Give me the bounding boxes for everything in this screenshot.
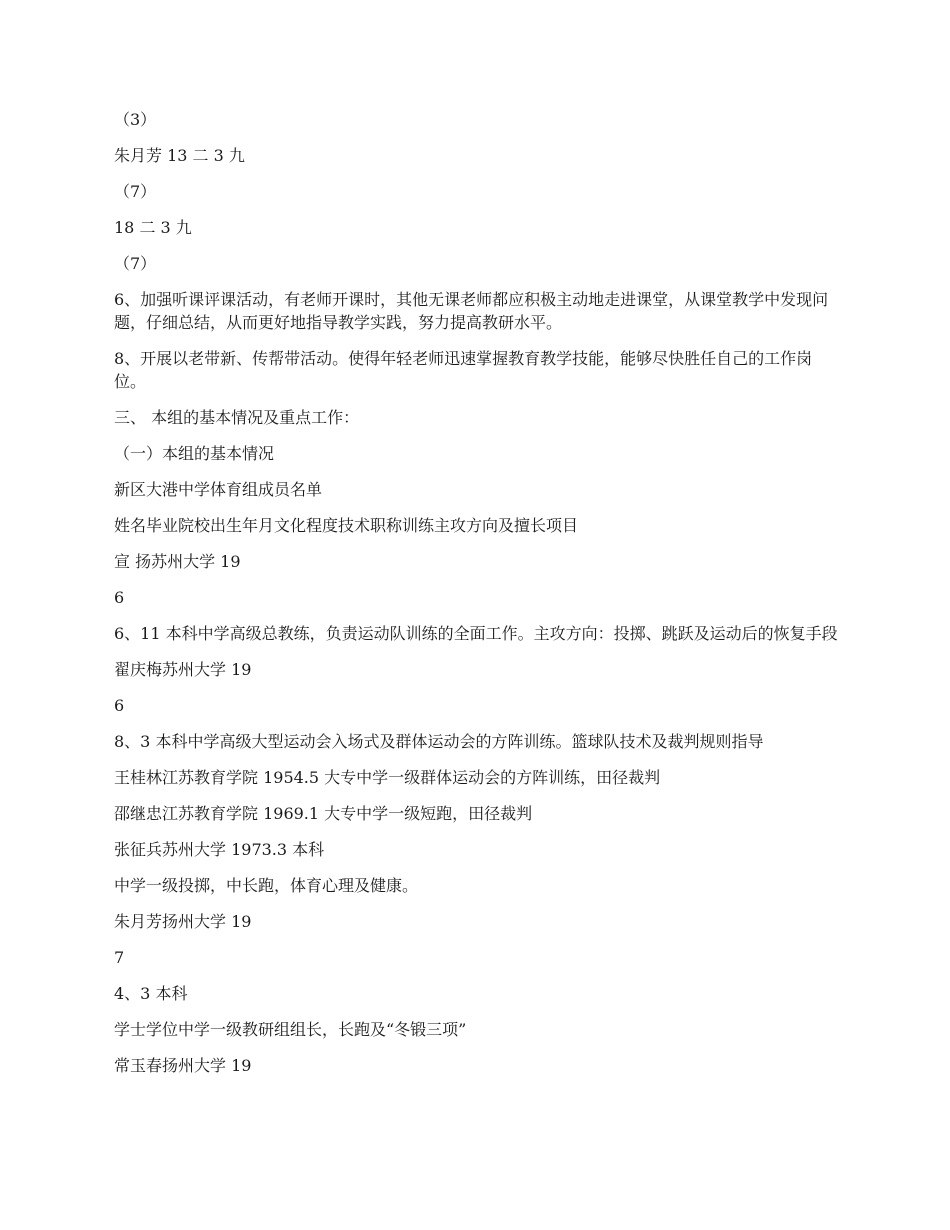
paragraph-5: （7）	[114, 254, 157, 273]
paragraph-20: 张征兵苏州大学 1973.3 本科	[114, 840, 325, 859]
section-heading: 三、 本组的基本情况及重点工作：	[114, 408, 360, 427]
paragraph-2: 朱月芳 13 二 3 九	[114, 146, 245, 165]
paragraph-6: 6、加强听课评课活动，有老师开课时，其他无课老师都应积极主动地走进课堂，从课堂教学中发现问题，仔细总结，从而更好地指导教学实践，努力提高教研水平。	[114, 290, 829, 332]
paragraph-13: 6	[114, 588, 125, 607]
roster-header: 姓名毕业院校出生年月文化程度技术职称训练主攻方向及擅长项目	[114, 516, 579, 535]
paragraph-24: 4、3 本科	[114, 984, 188, 1003]
paragraph-14: 6、11 本科中学高级总教练，负责运动队训练的全面工作。主攻方向：投掷、跳跃及运动后的恢复手段	[114, 624, 838, 643]
paragraph-26: 常玉春扬州大学 19	[114, 1056, 252, 1075]
paragraph-12: 宣 扬苏州大学 19	[114, 552, 241, 571]
paragraph-19: 邵继忠江苏教育学院 1969.1 大专中学一级短跑，田径裁判	[114, 804, 533, 823]
paragraph-22: 朱月芳扬州大学 19	[114, 912, 252, 931]
paragraph-15: 翟庆梅苏州大学 19	[114, 660, 252, 679]
paragraph-7: 8、开展以老带新、传帮带活动。使得年轻老师迅速掌握教育教学技能，能够尽快胜任自己的工作岗位。	[114, 349, 813, 391]
paragraph-23: 7	[114, 948, 125, 967]
paragraph-17: 8、3 本科中学高级大型运动会入场式及群体运动会的方阵训练。篮球队技术及裁判规则指导	[114, 732, 764, 751]
document-body	[114, 108, 844, 1090]
paragraph-25: 学士学位中学一级教研组组长，长跑及“冬锻三项”	[114, 1020, 467, 1039]
subsection-heading: （一）本组的基本情况	[114, 444, 275, 463]
paragraph-21: 中学一级投掷，中长跑，体育心理及健康。	[114, 876, 419, 895]
paragraph-4: 18 二 3 九	[114, 218, 192, 237]
paragraph-3: （7）	[114, 182, 157, 201]
paragraph-16: 6	[114, 696, 125, 715]
roster-title: 新区大港中学体育组成员名单	[114, 480, 323, 499]
paragraph-18: 王桂林江苏教育学院 1954.5 大专中学一级群体运动会的方阵训练，田径裁判	[114, 768, 661, 787]
paragraph-1: （3）	[114, 110, 157, 129]
